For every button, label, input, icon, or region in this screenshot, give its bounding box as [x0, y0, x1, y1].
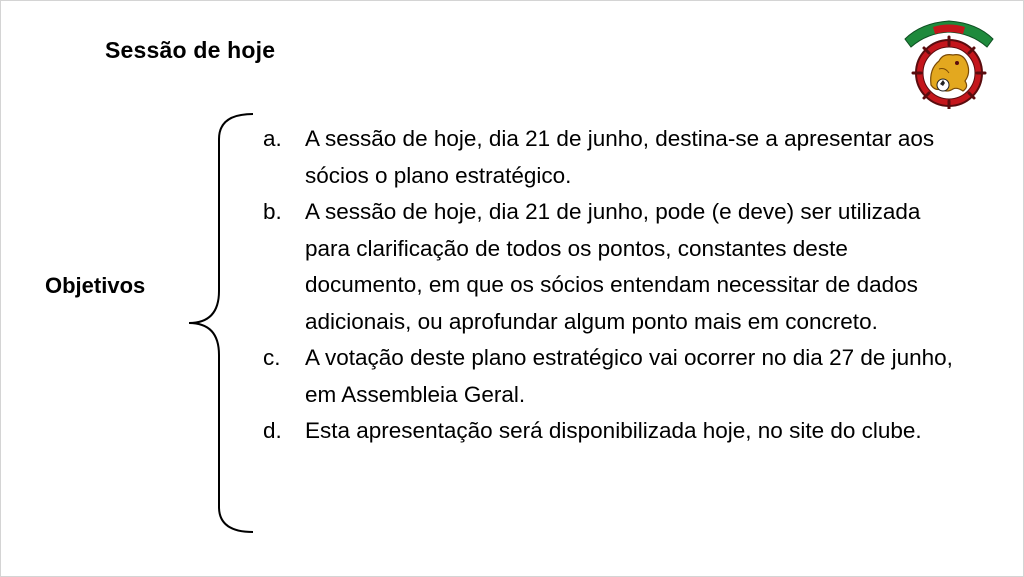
list-item — [263, 121, 963, 194]
list-item — [263, 194, 963, 340]
list-marker: d. — [263, 418, 282, 443]
objectives-list — [263, 121, 963, 450]
list-item-text: A sessão de hoje, dia 21 de junho, destina-se a apresentar aos sócios o plano estratégico. — [305, 126, 935, 188]
club-crest-icon — [899, 17, 999, 114]
list-item-text: A votação deste plano estratégico vai ocorrer no dia 27 de junho, em Assembleia Geral. — [305, 345, 953, 407]
list-item — [263, 413, 963, 450]
slide-title: Sessão de hoje — [105, 37, 276, 63]
objectives-label: Objetivos — [45, 273, 146, 298]
curly-brace-icon — [185, 111, 255, 541]
list-item — [263, 340, 963, 413]
list-item-text: A sessão de hoje, dia 21 de junho, pode (e deve) ser utilizada para clarificação de todos os pontos, constantes deste documento, em que os sócios entendam necessitar de dados adicionais, ou aprofundar algum ponto mais em concreto. — [305, 199, 921, 334]
list-marker: c. — [263, 345, 281, 370]
list-marker: a. — [263, 126, 282, 151]
list-item-text: Esta apresentação será disponibilizada hoje, no site do clube. — [305, 418, 922, 443]
list-marker: b. — [263, 199, 282, 224]
